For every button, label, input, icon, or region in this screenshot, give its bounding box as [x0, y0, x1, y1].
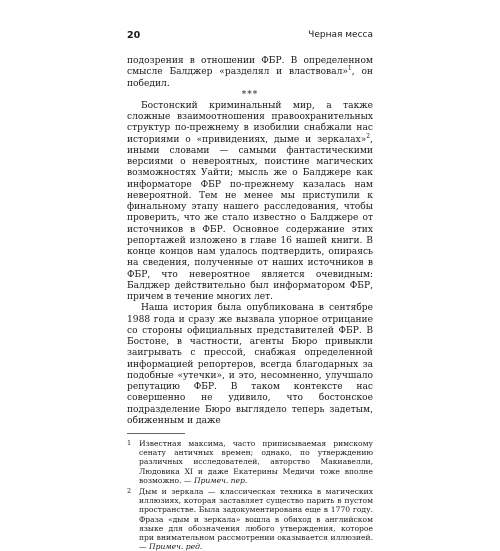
page-header	[127, 30, 373, 44]
footnote-text	[139, 439, 373, 485]
footnote-2	[127, 487, 373, 551]
section-separator: ***	[241, 89, 259, 100]
paragraph-1-text-b: , он победил.	[127, 67, 373, 89]
body-text	[127, 56, 373, 427]
paragraph-2-text-b: , иными словами — самыми фантастическими версиями о невероятных, поистине магических возможностях Уайти; мысль же о Балджере как информаторе ФБР по-прежнему казалась нам невероятной. Тем не менее мы приступили к финальному этапу нашего расследования, чтобы проверить, что же стало известно о Балджере от источников в ФБР. Основное содержание этих репортажей изложено в главе 16 нашей книги. В конце концов нам удалось подтвердить, опираясь на сведения, полученные от наших источников в ФБР, что невероятное является очевидным: Балджер действительно был информатором ФБР, причем в течение многих лет.	[127, 134, 373, 302]
page-number: 20	[127, 30, 141, 41]
book-page	[127, 30, 373, 551]
paragraph-3: Наша история была опубликована в сентябре 1988 года и сразу же вызвала упорное отрицание со стороны официальных представителей ФБР. В Бостоне, в частности, агенты Бюро привыкли заигрывать с прессой, снабжая определенной информацией репортеров, всегда благодарных за подобные «утечки», и это, несомненно, улучшало репутацию ФБР. В таком контексте нас совершенно не удивило, что бостонское подразделение Бюро выглядело теперь задетым, обиженным и даже	[127, 303, 373, 426]
footnote-note: Примеч. ред.	[149, 542, 203, 551]
footnote-number: 2	[127, 487, 132, 496]
footnote-ref-2: 2	[366, 132, 371, 140]
footnote-divider	[127, 433, 185, 434]
footnote-text	[139, 487, 373, 551]
footnote-note: Примеч. пер.	[193, 475, 248, 485]
footnote-body: Известная максима, часто приписываемая римскому сенату античных времен; однако, по утверждению различных исследователей, авторство Макиавелли, Людовика XI и даже Екатерины Медичи тоже вполне возможно. —	[139, 439, 373, 485]
running-title: Черная месса	[308, 30, 373, 40]
paragraph-1-text-a: подозрения в отношении ФБР. В определенном смысле Балджер «разделял и властвовал»	[127, 56, 373, 78]
footnote-1	[127, 439, 373, 485]
footnote-number: 1	[127, 439, 132, 447]
paragraph-1	[127, 56, 373, 90]
paragraph-2	[127, 101, 373, 304]
footnote-ref-1: 1	[347, 65, 352, 73]
paragraph-2-text-a: Бостонский криминальный мир, а также сложные взаимоотношения правоохранительных структур по-прежнему в изобилии снабжали нас историями о «привидениях, дыме и зеркалах»	[127, 100, 373, 145]
footnote-body: Дым и зеркала — классическая техника в магических иллюзиях, которая заставляет существо парить в пустом пространстве. Была задокументирована еще в 1770 году. Фраза «дым и зеркала» вошла в обиход в английском языке для обозначения любого утверждения, которое при внимательном рассмотрении оказывается иллюзией. —	[139, 487, 373, 551]
